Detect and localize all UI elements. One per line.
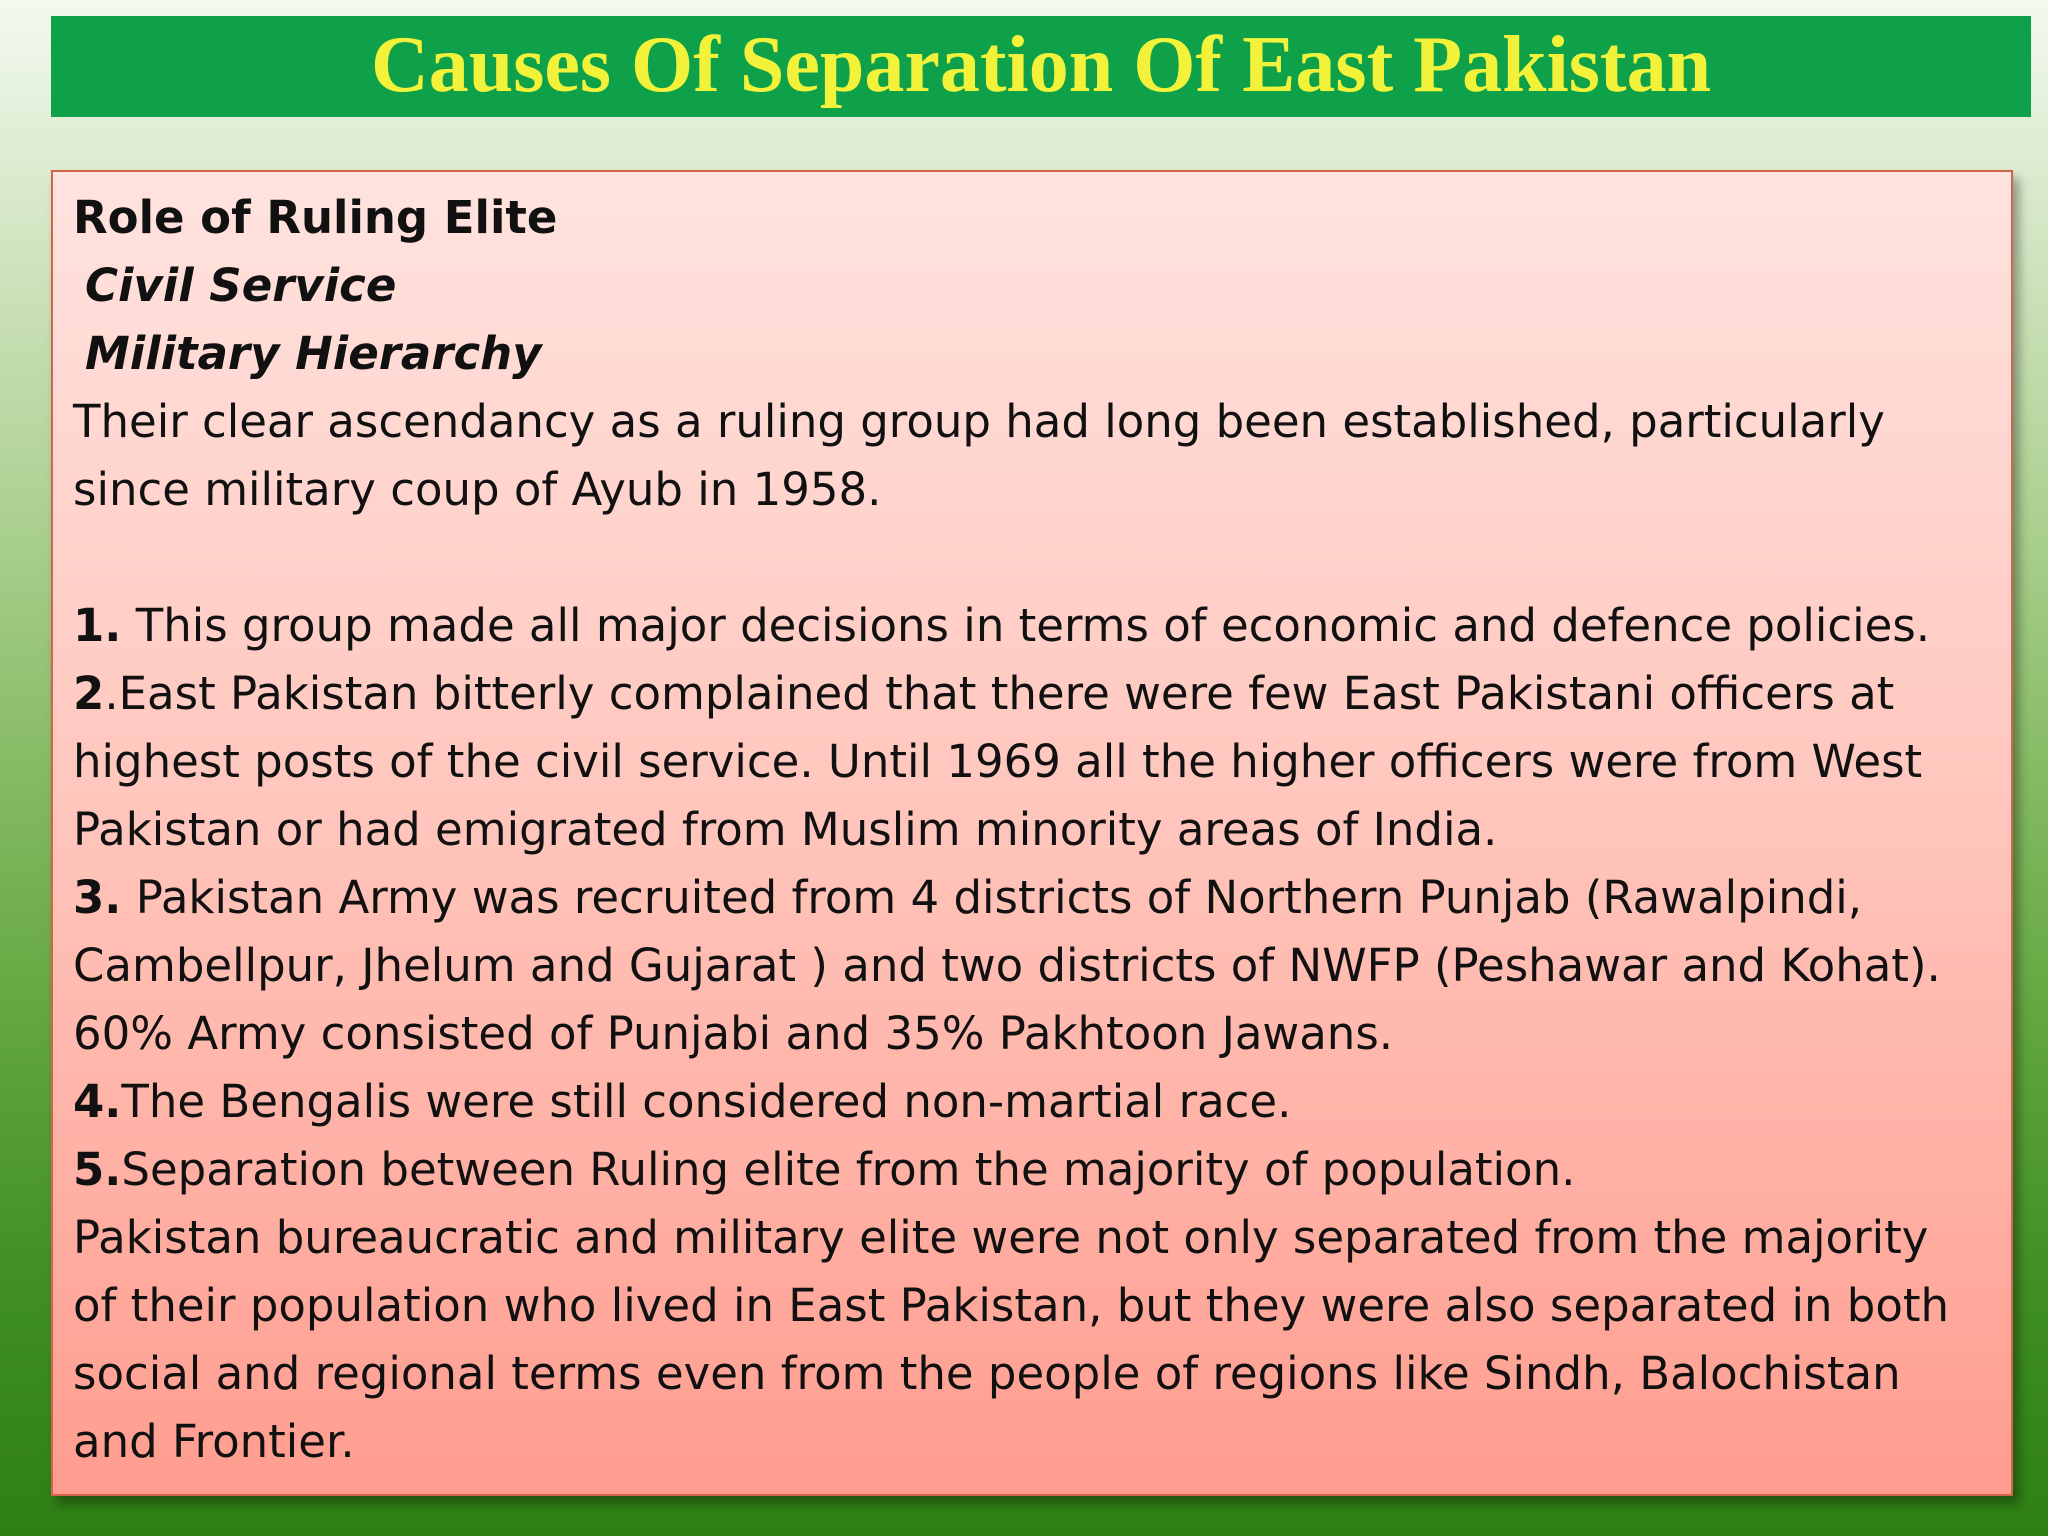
point-2 <box>73 660 1991 728</box>
intro-line-1: Their clear ascendancy as a ruling group had long been established, particularly <box>73 395 1885 448</box>
intro-line-2: since military coup of Ayub in 1958. <box>73 463 882 516</box>
point-4-text: The Bengalis were still considered non-martial race. <box>121 1075 1292 1128</box>
point-4 <box>73 1068 1991 1136</box>
content-panel <box>51 170 2013 1496</box>
point-3-number: 3. <box>73 871 122 924</box>
point-4-number: 4. <box>73 1075 122 1128</box>
point-5-line-2: Pakistan bureaucratic and military elite were not only separated from the majority <box>73 1211 1929 1264</box>
point-5-number: 5. <box>73 1143 122 1196</box>
point-1 <box>73 592 1991 660</box>
point-3 <box>73 864 1991 932</box>
point-2-line-2: highest posts of the civil service. Until 1969 all the higher officers were from West <box>73 735 1923 788</box>
point-2-text: .East Pakistan bitterly complained that there were few East Pakistani officers at <box>104 667 1895 720</box>
point-5-line-5: and Frontier. <box>73 1415 355 1468</box>
content-text <box>73 184 1991 1476</box>
point-2-number: 2 <box>73 667 105 720</box>
heading-civil-service: Civil Service <box>85 259 397 312</box>
point-1-text: This group made all major decisions in terms of economic and defence policies. <box>121 599 1931 652</box>
point-5-line-4: social and regional terms even from the people of regions like Sindh, Balochistan <box>73 1347 1901 1400</box>
blank-line <box>73 524 1991 592</box>
point-3-line-2: Cambellpur, Jhelum and Gujarat ) and two districts of NWFP (Peshawar and Kohat). <box>73 939 1941 992</box>
heading-military-hierarchy: Military Hierarchy <box>85 327 542 380</box>
heading-ruling-elite: Role of Ruling Elite <box>73 191 558 244</box>
point-1-number: 1. <box>73 599 122 652</box>
slide-title: Causes Of Separation Of East Pakistan <box>370 20 1712 109</box>
point-5 <box>73 1136 1991 1204</box>
point-3-line-3: 60% Army consisted of Punjabi and 35% Pakhtoon Jawans. <box>73 1007 1394 1060</box>
point-2-line-3: Pakistan or had emigrated from Muslim minority areas of India. <box>73 803 1498 856</box>
point-5-text: Separation between Ruling elite from the majority of population. <box>121 1143 1576 1196</box>
title-banner <box>51 16 2031 117</box>
point-3-text: Pakistan Army was recruited from 4 districts of Northern Punjab (Rawalpindi, <box>121 871 1863 924</box>
point-5-line-3: of their population who lived in East Pakistan, but they were also separated in both <box>73 1279 1950 1332</box>
